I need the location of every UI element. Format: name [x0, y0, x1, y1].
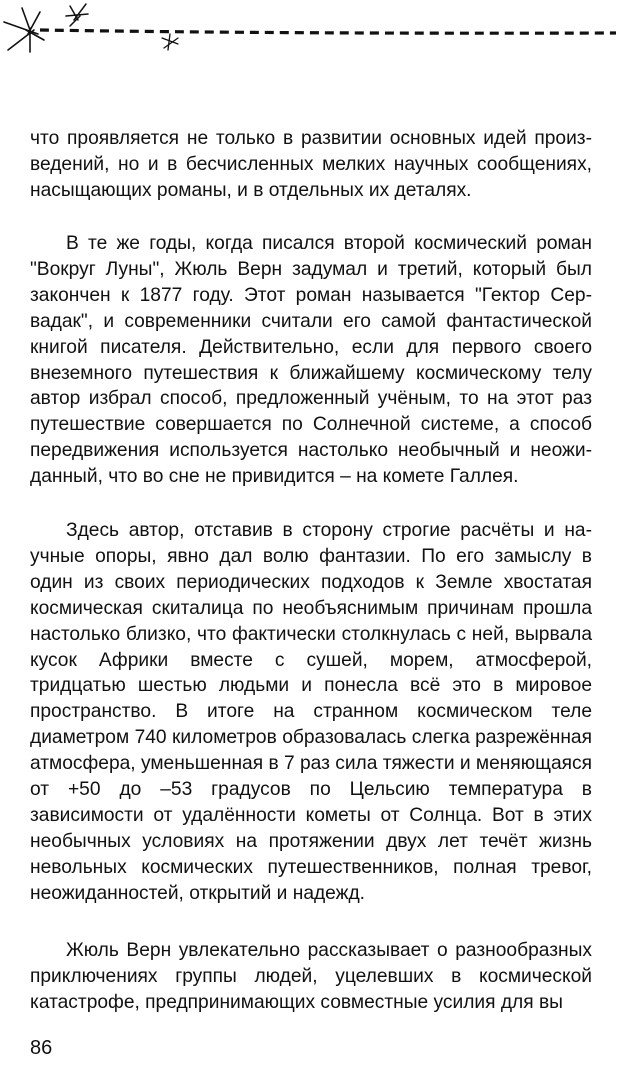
- small-star-icon: [66, 4, 88, 26]
- paragraph-text: что проявляется не только в развитии основных идей произведений, но и в бесчисленных мелких научных сообщениях, насыщающих романы, и в отдельных их деталях.: [30, 128, 592, 201]
- paragraph-2: [30, 231, 592, 490]
- star-icon: [4, 8, 44, 52]
- paragraph-4: [30, 938, 592, 1016]
- paragraph-text: Здесь автор, отставив в сторону строгие расчёты и научные опоры, явно дал волю фантазии. По его замыслу в один из своих периодических подходов к Земле хвостатая космическая скиталица по необъяснимым причинам прошла настолько близко, что фактически столкнулась с ней, вырвала кусок Африки вместе с сушей, морем, атмосферой, тридцатью шестью людьми и понесла всё это в мировое пространство. В итоге на странном космическом теле диаметром 740 километров образовалась слегка разрежённая атмосфера, уменьшенная в 7 раз сила тяжести и меняющаяся от +50 до –53 градусов по Цельсию температура в зависимости от удалённости кометы от Солнца. Вот в этих необычных условиях на протяжении двух лет течёт жизнь невольных космических путешественников, полная тревог, неожиданностей, открытий и надежд.: [30, 520, 592, 904]
- dashed-divider-line: [40, 30, 616, 33]
- paragraph-3: [30, 518, 592, 907]
- paragraph-text: В те же годы, когда писался второй космический роман "Вокруг Луны", Жюль Верн задумал и третий, который был закончен к 1877 году. Этот роман называется "Гектор Сервадак", и современники считали его самой фантастической книгой писателя. Действительно, если для первого своего внеземного путешествия к ближайшему космическому телу автор избрал способ, предложенный учёным, то на этот раз путешествие совершается по Солнечной системе, а способ передвижения используется настолько необычный и неожиданный, что во сне не привидится – на комете Галлея.: [30, 233, 592, 488]
- paragraph-text: Жюль Верн увлекательно рассказывает о разнообразных приключениях группы людей, уцелевших в космической катастрофе, предпринимающих совместные усилия для вы: [30, 940, 592, 1013]
- tiny-star-icon: [162, 34, 178, 50]
- header-star-divider: [0, 0, 620, 60]
- paragraph-1: [30, 126, 592, 204]
- page-number: 86: [30, 1037, 53, 1059]
